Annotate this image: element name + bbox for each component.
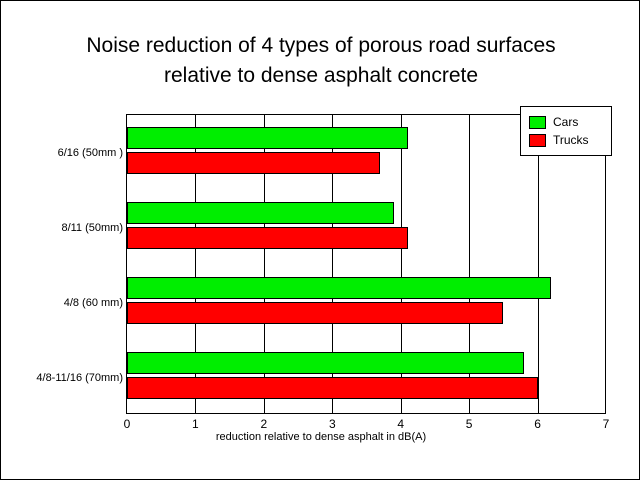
legend-item-cars — [529, 113, 603, 131]
x-tick-3: 3 — [328, 417, 336, 431]
x-tick-0: 0 — [123, 417, 131, 431]
bar-trucks-3 — [127, 377, 538, 399]
legend-item-trucks — [529, 131, 603, 149]
bar-cars-0 — [127, 127, 408, 149]
bar-group-3 — [127, 340, 605, 415]
x-tick-1: 1 — [192, 417, 199, 431]
legend-swatch-trucks — [529, 134, 546, 147]
y-axis-label-0: 6/16 (50mm ) — [57, 147, 123, 159]
legend-swatch-cars — [529, 116, 546, 129]
x-tick-4: 4 — [397, 417, 405, 431]
chart-legend — [520, 106, 612, 156]
plot-area — [126, 114, 606, 414]
y-axis-label-1: 8/11 (50mm) — [61, 222, 123, 234]
bar-cars-3 — [127, 352, 524, 374]
legend-label-cars: Cars — [553, 115, 579, 129]
x-tick-6: 6 — [534, 417, 541, 431]
bar-cars-2 — [127, 277, 551, 299]
x-axis-label: reduction relative to dense asphalt in dB(A) — [215, 431, 427, 443]
y-axis-label-3: 4/8-11/16 (70mm) — [36, 372, 123, 384]
x-tick-2: 2 — [260, 417, 268, 431]
bar-group-1 — [127, 190, 605, 265]
bar-group-2 — [127, 265, 605, 340]
legend-label-trucks: Trucks — [553, 133, 589, 147]
bar-trucks-0 — [127, 152, 380, 174]
x-tick-7: 7 — [602, 417, 610, 431]
y-axis-labels — [1, 114, 123, 414]
chart-title-line-1: Noise reduction of 4 types of porous road surfaces — [86, 34, 556, 57]
x-tick-5: 5 — [465, 417, 473, 431]
chart-title-line-2: relative to dense asphalt concrete — [163, 64, 479, 87]
bar-trucks-1 — [127, 227, 408, 249]
chart-title — [1, 31, 640, 91]
y-axis-label-2: 4/8 (60 mm) — [63, 297, 123, 309]
bar-trucks-2 — [127, 302, 503, 324]
bar-cars-1 — [127, 202, 394, 224]
